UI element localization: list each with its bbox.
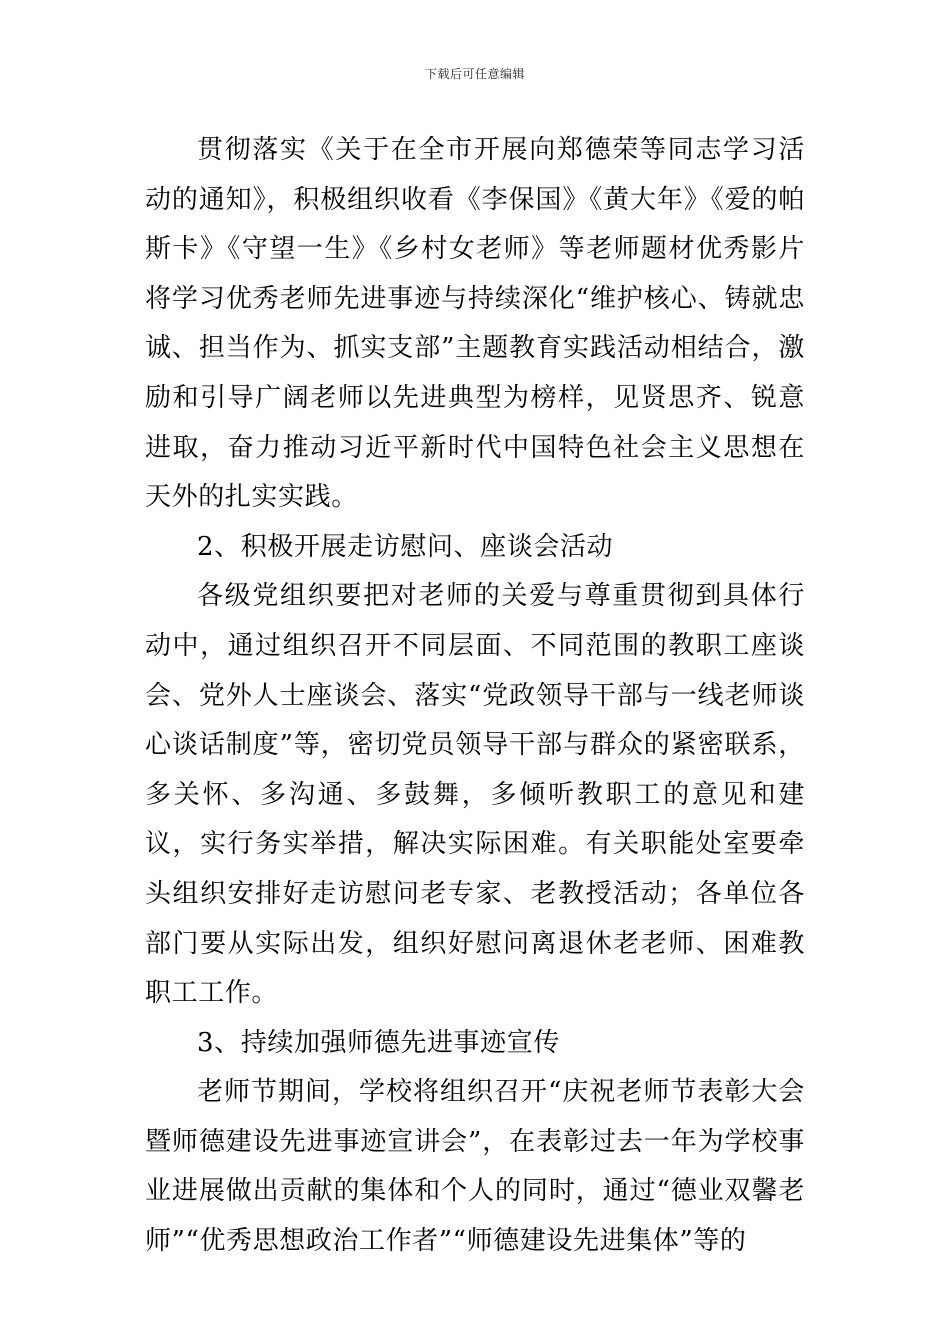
section-heading-visits: 2、积极开展走访慰问、座谈会活动 xyxy=(197,531,614,562)
paragraph-visits: 各级党组织要把对老师的关爱与尊重贯彻到具体行动中，通过组织召开不同层面、不同范围的教职工座谈会、党外人士座谈会、落实“党政领导干部与一线老师谈心谈话制度”等，密切党员领导干部与群众的紧密联系，多关怀、多沟通、多鼓舞，多倾听教职工的意见和建议，实行务实举措，解决实际困难。有关职能处室要牵头组织安排好走访慰问老专家、老教授活动；各单位各部门要从实际出发，组织好慰问离退休老老师、困难教职工工作。 xyxy=(145,581,805,1009)
paragraph-study-activities: 贯彻落实《关于在全市开展向郑德荣等同志学习活动的通知》，积极组织收看《李保国》《黄大年》《爱的帕斯卡》《守望一生》《乡村女老师》等老师题材优秀影片将学习优秀老师先进事迹与持续深化“维护核心、铸就忠诚、担当作为、抓实支部”主题教育实践活动相结合，激励和引导广阔老师以先进典型为榜样，见贤思齐、锐意进取，奋力推动习近平新时代中国特色社会主义思想在天外的扎实实践。 xyxy=(145,135,805,513)
section-heading-publicity: 3、持续加强师德先进事迹宣传 xyxy=(197,1027,560,1058)
document-body xyxy=(145,126,805,1267)
paragraph-publicity: 老师节期间，学校将组织召开“庆祝老师节表彰大会暨师德建设先进事迹宣讲会”，在表彰过去一年为学校事业进展做出贡献的集体和个人的同时，通过“德业双馨老师”“优秀思想政治工作者”“师德建设先进集体”等的 xyxy=(145,1077,805,1257)
page-header-note: 下载后可任意编辑 xyxy=(424,67,525,81)
